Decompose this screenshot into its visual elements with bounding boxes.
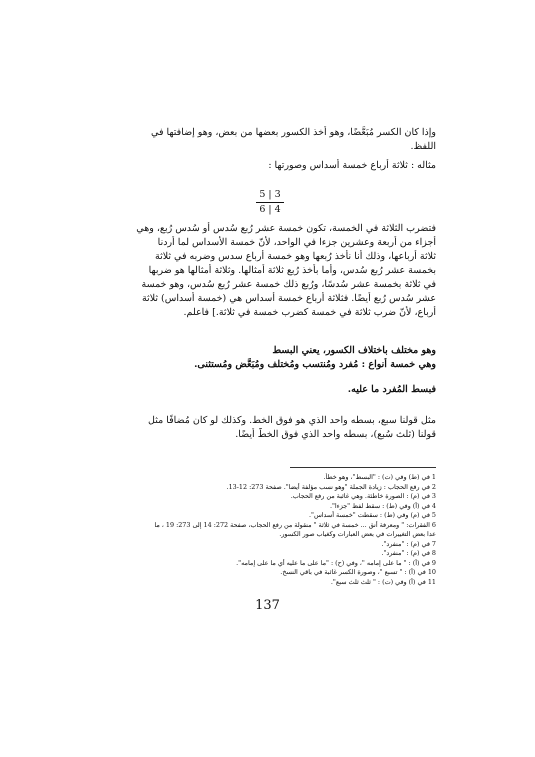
paragraph-intro — [116, 126, 436, 154]
footnote: 3 في (م) : الصورة خاطئة. وهي غائبة من رفع الحجاب. — [290, 492, 436, 500]
fraction-numerator: 5 | 3 — [259, 189, 281, 200]
paragraph-heading-mufrad — [116, 383, 436, 397]
text-line: وهي خمسة أنواع : مُفرد ومُنتسب ومُختلف ومُبَعَّض ومُستثنى. — [194, 359, 436, 370]
text-line: فبسط المُفرد ما عليه. — [347, 384, 436, 395]
footnote: 9 في (أ) : " ما على إمامه "، وفي (ح) : "ما على ما عليه أي ما على إمامه". — [236, 558, 436, 567]
footnote: 1 في (ط) وفي (ت) : "البسط"، وهو خطأ. — [323, 473, 436, 481]
footnote: 2 في رفع الحجاب : زيادة الجملة "وهو نسب مؤلفة أيضا". صفحة 273: 12-13. — [226, 482, 436, 491]
footnote: 6 الفقرات: " ومعرفة أنق ... خمسة في ثلاثة " منقولة من رفع الحجاب، صفحة 272: 14 إلى 273: 19 ، ما — [154, 520, 436, 529]
paragraph-mufrad-example — [116, 414, 436, 442]
footnote: 10 في (أ) : " تسبع "، وصورة الكسر غائبة في باقي النسخ. — [280, 568, 436, 576]
paragraph-example — [116, 159, 436, 173]
footnote: 4 في (أ) وفي (ط) : سقط لفظ "جزءا". — [329, 501, 436, 510]
footnote: 7 في (م) : "منفرد". — [381, 539, 436, 548]
footnote-divider — [290, 467, 436, 468]
footnotes — [116, 473, 436, 587]
text-line: وهو مختلف باختلاف الكسور، يعني البسط — [272, 345, 436, 356]
text-line: عشر سُدس رُبع أيضًا. فثلاثة أرباع خمسة أسداس هي (خمسة أسداس) ثلاثة — [141, 293, 436, 304]
text-line: أرباع، لأنّ ضرب ثلاثة في خمسة كضرب خمسة في ثلاثة.] فاعلم. — [183, 307, 436, 318]
footnote: 5 في (م) وفي (ط) : سقطت "خمسة أسداس". — [308, 511, 436, 519]
text-line: مثل قولنا سبع، بسطه واحد الذي هو فوق الخط. وكذلك لو كان مُضافًا مثل — [148, 415, 436, 426]
page-number: 137 — [255, 598, 280, 613]
text-line: بخمسة عشر رُبع سُدس، وأما بأخذ رُبع ثلاثة أمثالها. وثلاثة أمثالها هو ضربها — [148, 265, 436, 276]
footnote: عدا بعض التغييرات في بعض العبارات وكغياب صور الكسور. — [279, 530, 436, 538]
footnote: 8 في (م) : "منفرد". — [381, 549, 436, 557]
paragraph-heading-types — [116, 344, 436, 372]
text-line: فتضرب الثلاثة في الخمسة، تكون خمسة عشر رُبع سُدس أو سُدس رُبع، وهي — [136, 223, 436, 234]
text-line: اللفظ. — [410, 141, 436, 152]
fraction-denominator: 6 | 4 — [259, 204, 281, 215]
text-line: في ثلاثة بخمسة عشر سُدسًا، ورُبع ذلك خمسة عشر رُبع سُدس، وهو خمسة — [141, 279, 436, 290]
text-line: أجزاء من أربعة وعشرين جزءا في الواحد، لأنّ خمسة الأسداس لما أردنا — [157, 237, 436, 248]
text-line: ثلاثة أرباعها، وذلك أنا نأخذ رُبعها وهو خمسة أرباع سدس وضربه في ثلاثة — [154, 251, 436, 262]
text-line: مثاله : ثلاثة أرباع خمسة أسداس وصورتها : — [268, 160, 436, 171]
fraction-figure — [250, 188, 290, 217]
footnote: 11 في (أ) وفي (ت) : " ثلث ثلث سبع". — [330, 577, 436, 586]
paragraph-explanation — [116, 222, 436, 320]
text-line: قولنا (ثلث سُبع)، بسطه واحد الذي فوق الخطّ أيضًا. — [235, 429, 436, 440]
text-line: وإذا كان الكسر مُبَعَّضًا، وهو أخذ الكسور بعضها من بعض، وهو إضافتها في — [151, 127, 436, 138]
